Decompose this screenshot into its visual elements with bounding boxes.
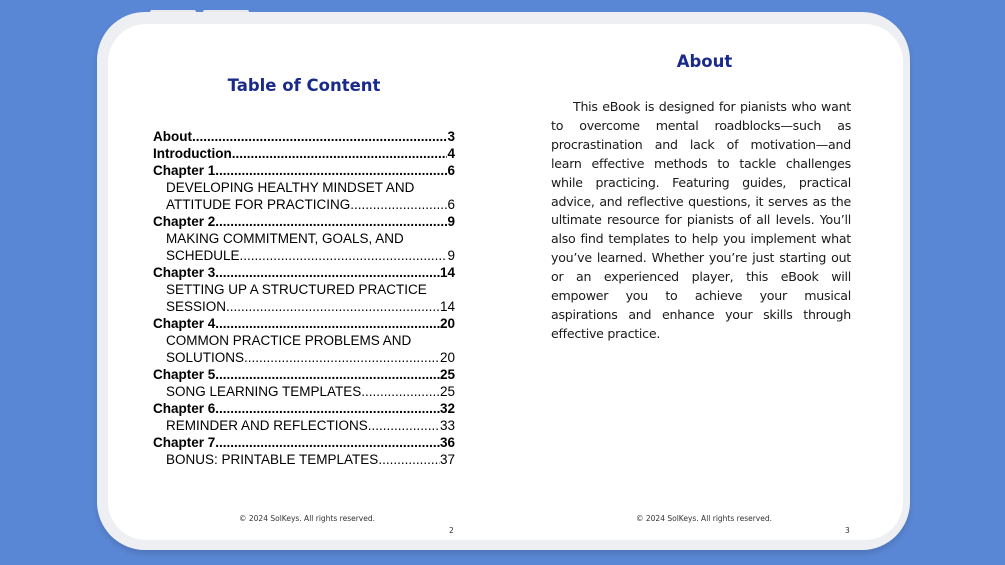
toc-entry-page: 14	[439, 299, 455, 314]
toc-entry[interactable]	[153, 315, 455, 332]
toc-entry-label: Chapter 5	[153, 367, 216, 382]
toc-entry[interactable]	[153, 417, 455, 434]
toc-entry-label: Introduction	[153, 146, 232, 161]
toc-entry-page: 9	[447, 248, 455, 263]
toc-entry-label: MAKING COMMITMENT, GOALS, AND	[166, 231, 404, 246]
copyright-footer: © 2024 SolKeys. All rights reserved.	[239, 514, 375, 523]
toc-entry-page: 25	[439, 367, 455, 382]
dot-leader	[361, 383, 440, 400]
page-number: 2	[449, 526, 454, 535]
dot-leader	[215, 213, 447, 230]
dot-leader	[215, 400, 440, 417]
toc-entry-page: 25	[439, 384, 455, 399]
table-of-contents	[153, 128, 455, 468]
toc-entry-label: SONG LEARNING TEMPLATES	[166, 384, 362, 399]
toc-entry-label: REMINDER AND REFLECTIONS	[166, 418, 368, 433]
toc-entry-page: 4	[447, 146, 455, 161]
toc-entry-label: Chapter 7	[153, 435, 216, 450]
toc-entry[interactable]	[153, 145, 455, 162]
toc-entry-page: 6	[447, 163, 455, 178]
toc-entry[interactable]	[153, 128, 455, 145]
toc-entry-page: 3	[447, 129, 455, 144]
toc-entry-page: 32	[439, 401, 455, 416]
toc-entry[interactable]	[153, 196, 455, 213]
right-page	[506, 24, 903, 540]
toc-entry[interactable]	[153, 366, 455, 383]
toc-entry-label: ATTITUDE FOR PRACTICING	[166, 197, 351, 212]
dot-leader	[215, 264, 440, 281]
toc-entry-page: 37	[439, 452, 455, 467]
toc-title: Table of Content	[227, 76, 381, 95]
about-body: This eBook is designed for pianists who want to overcome mental roadblocks—such as procrastination and lack of motivation—and learn effective methods to tackle challenges while practicing. Featuring guides, practical advice, and reflective questions, it serves as the ultimate resource for pianists of all levels. You’ll also find templates to help you implement what you’ve learned. Whether you’re just starting out or an experienced player, this eBook will empower you to achieve your musical aspirations and enhance your skills through effective practice.	[551, 99, 851, 341]
page-number: 3	[845, 526, 850, 535]
toc-entry-page: 14	[439, 265, 455, 280]
toc-entry[interactable]	[153, 383, 455, 400]
toc-entry[interactable]	[153, 434, 455, 451]
dot-leader	[215, 315, 440, 332]
dot-leader	[192, 128, 448, 145]
toc-entry-label: Chapter 2	[153, 214, 216, 229]
dot-leader	[232, 145, 448, 162]
toc-entry-label: Chapter 3	[153, 265, 216, 280]
dot-leader	[215, 366, 440, 383]
dot-leader	[378, 451, 440, 468]
dot-leader	[240, 247, 448, 264]
toc-entry[interactable]	[153, 349, 455, 366]
toc-entry[interactable]	[153, 281, 455, 298]
toc-entry-label: Chapter 1	[153, 163, 216, 178]
toc-entry-page: 20	[439, 316, 455, 331]
toc-entry-label: Chapter 6	[153, 401, 216, 416]
dot-leader	[350, 196, 447, 213]
toc-entry-label: BONUS: PRINTABLE TEMPLATES	[166, 452, 379, 467]
toc-entry[interactable]	[153, 162, 455, 179]
toc-entry-label: Chapter 4	[153, 316, 216, 331]
about-title: About	[676, 52, 733, 71]
dot-leader	[244, 349, 440, 366]
toc-entry[interactable]	[153, 230, 455, 247]
toc-entry-page: 6	[447, 197, 455, 212]
toc-entry-label: SOLUTIONS	[166, 350, 245, 365]
toc-entry[interactable]	[153, 451, 455, 468]
toc-entry-page: 20	[439, 350, 455, 365]
toc-entry[interactable]	[153, 264, 455, 281]
tablet-screen	[108, 24, 903, 540]
dot-leader	[368, 417, 440, 434]
copyright-footer: © 2024 SolKeys. All rights reserved.	[636, 514, 772, 523]
toc-entry-page: 36	[439, 435, 455, 450]
dot-leader	[226, 298, 440, 315]
toc-entry-label: About	[153, 129, 192, 144]
toc-entry-page: 33	[439, 418, 455, 433]
left-page	[108, 24, 506, 540]
toc-entry[interactable]	[153, 179, 455, 196]
toc-entry-label: DEVELOPING HEALTHY MINDSET AND	[166, 180, 415, 195]
toc-entry-page: 9	[447, 214, 455, 229]
toc-entry-label: SETTING UP A STRUCTURED PRACTICE	[166, 282, 427, 297]
toc-entry[interactable]	[153, 247, 455, 264]
toc-entry[interactable]	[153, 332, 455, 349]
dot-leader	[215, 162, 447, 179]
toc-entry-label: SESSION	[166, 299, 227, 314]
toc-entry[interactable]	[153, 400, 455, 417]
dot-leader	[215, 434, 440, 451]
toc-entry-label: SCHEDULE	[166, 248, 240, 263]
toc-entry-label: COMMON PRACTICE PROBLEMS AND	[166, 333, 412, 348]
toc-entry[interactable]	[153, 298, 455, 315]
toc-entry[interactable]	[153, 213, 455, 230]
